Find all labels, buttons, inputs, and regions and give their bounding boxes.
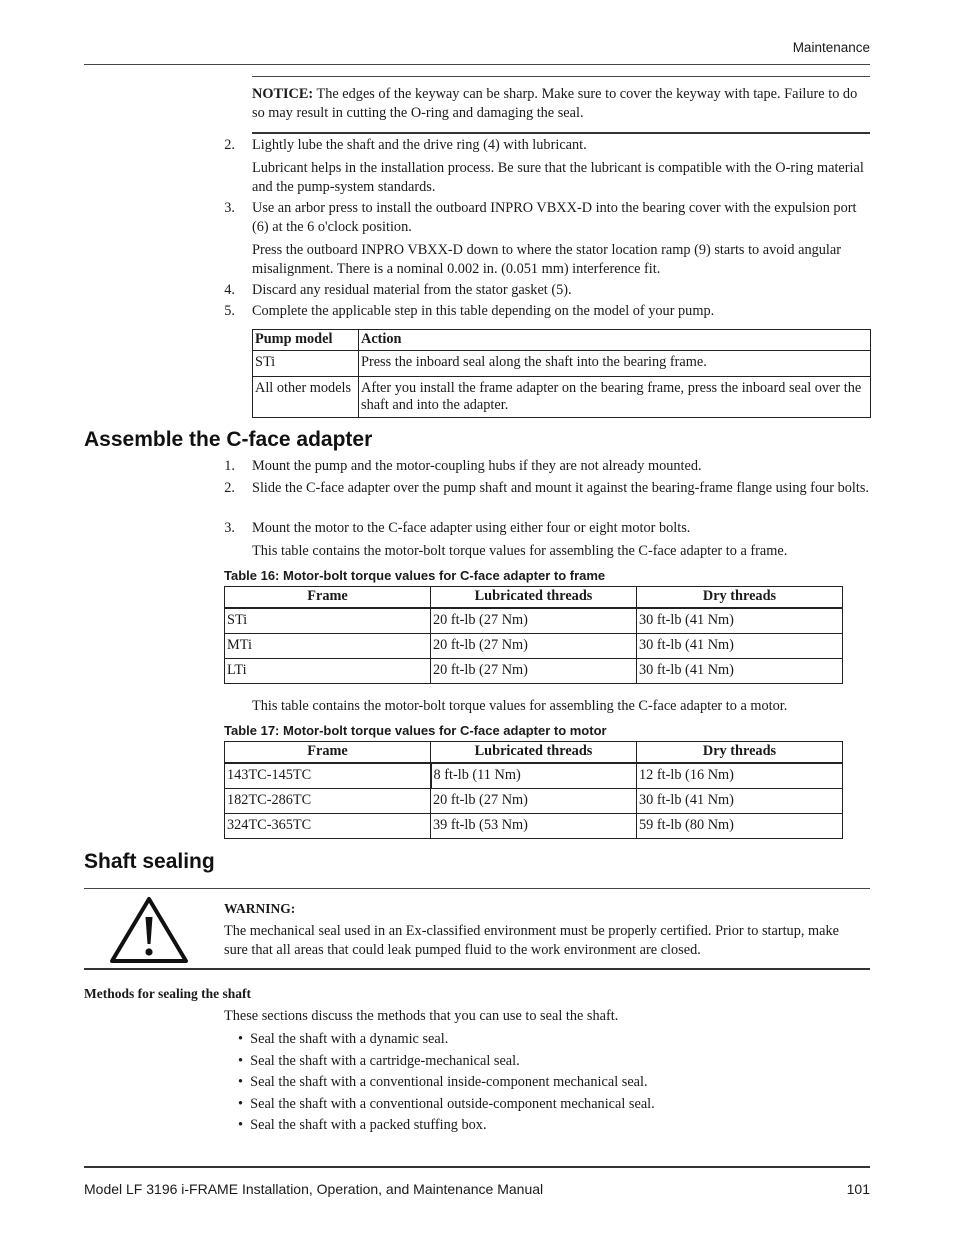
table-cell: 12 ft-lb (16 Nm)	[637, 763, 843, 789]
column-header: Frame	[225, 587, 431, 609]
table-cell: 30 ft-lb (41 Nm)	[637, 608, 843, 634]
section-heading-cface: Assemble the C-face adapter	[84, 428, 373, 451]
list-item: • Seal the shaft with a conventional inside-component mechanical seal.	[238, 1074, 648, 1090]
step-number: 1.	[224, 458, 235, 474]
list-item-text: Seal the shaft with a packed stuffing box.	[250, 1117, 487, 1133]
table-row	[225, 763, 843, 789]
table-cell: 20 ft-lb (27 Nm)	[431, 608, 637, 634]
notice-label: NOTICE:	[252, 86, 314, 102]
table-row	[225, 789, 843, 814]
header-rule	[84, 64, 870, 65]
footer-rule	[84, 1166, 870, 1168]
step-number: 3.	[224, 520, 235, 536]
warning-triangle-icon	[109, 895, 189, 965]
table-caption: Table 16: Motor-bolt torque values for C-face adapter to frame	[224, 568, 606, 583]
table-cell: All other models	[253, 377, 359, 418]
table-cell: 20 ft-lb (27 Nm)	[431, 659, 637, 684]
step-text: Discard any residual material from the stator gasket (5).	[252, 282, 572, 298]
warning-label: WARNING:	[224, 901, 296, 916]
column-header: Frame	[225, 742, 431, 764]
section-heading-shaft: Shaft sealing	[84, 850, 215, 873]
warning-text: The mechanical seal used in an Ex-classified environment must be properly certified. Prior to startup, make sure that all areas that could leak pumped fluid to the work environment are closed.	[224, 923, 839, 958]
methods-intro: These sections discuss the methods that you can use to seal the shaft.	[224, 1008, 619, 1024]
table-row	[253, 377, 871, 418]
page-number: 101	[846, 1181, 870, 1197]
step-text: Complete the applicable step in this table depending on the model of your pump.	[252, 303, 715, 319]
table-cell: 20 ft-lb (27 Nm)	[431, 634, 637, 659]
step-text: Mount the pump and the motor-coupling hubs if they are not already mounted.	[252, 458, 702, 474]
table-cell: 8 ft-lb (11 Nm)	[431, 763, 637, 789]
step-text: Use an arbor press to install the outboard INPRO VBXX-D into the bearing cover with the expulsion port (6) at the 6 o'clock position.	[252, 200, 857, 235]
table-cell: After you install the frame adapter on the bearing frame, press the inboard seal over the shaft and into the adapter.	[359, 377, 871, 418]
subheading-methods: Methods for sealing the shaft	[84, 986, 251, 1001]
list-item: • Seal the shaft with a conventional outside-component mechanical seal.	[238, 1096, 655, 1112]
step-note: Lubricant helps in the installation process. Be sure that the lubricant is compatible with the O-ring material and the pump-system standards.	[252, 160, 864, 195]
list-item-text: Seal the shaft with a cartridge-mechanical seal.	[250, 1053, 520, 1069]
step-text: Lightly lube the shaft and the drive ring (4) with lubricant.	[252, 137, 587, 153]
list-item: • Seal the shaft with a packed stuffing box.	[238, 1117, 487, 1133]
table-cell: 39 ft-lb (53 Nm)	[431, 814, 637, 839]
table-cell: Press the inboard seal along the shaft into the bearing frame.	[359, 351, 871, 377]
torque-table-motor	[224, 741, 843, 839]
table-cell: 30 ft-lb (41 Nm)	[637, 659, 843, 684]
column-header: Pump model	[253, 330, 359, 351]
table-row	[225, 814, 843, 839]
table-cell: 30 ft-lb (41 Nm)	[637, 634, 843, 659]
table-cell: 30 ft-lb (41 Nm)	[637, 789, 843, 814]
step-number: 2.	[224, 137, 235, 153]
table-header-row	[225, 587, 843, 609]
list-item-text: Seal the shaft with a dynamic seal.	[250, 1031, 449, 1047]
list-item: • Seal the shaft with a dynamic seal.	[238, 1031, 449, 1047]
pump-model-table	[252, 329, 871, 418]
table-header-row	[253, 330, 871, 351]
table-cell: 20 ft-lb (27 Nm)	[431, 789, 637, 814]
table-header-row	[225, 742, 843, 764]
footer-title: Model LF 3196 i-FRAME Installation, Operation, and Maintenance Manual	[84, 1181, 544, 1197]
table-cell: 143TC-145TC	[225, 763, 431, 789]
table-cell: 182TC-286TC	[225, 789, 431, 814]
column-header: Dry threads	[637, 742, 843, 764]
table-row	[225, 634, 843, 659]
step-number: 3.	[224, 200, 235, 216]
list-item-text: Seal the shaft with a conventional inside-component mechanical seal.	[250, 1074, 648, 1090]
step-note: Press the outboard INPRO VBXX-D down to where the stator location ramp (9) starts to avoid angular misalignment. There is a nominal 0.002 in. (0.051 mm) interference fit.	[252, 242, 841, 277]
table-row	[225, 608, 843, 634]
column-header: Dry threads	[637, 587, 843, 609]
table-row	[253, 351, 871, 377]
warning-top-rule	[84, 888, 870, 889]
table-intro: This table contains the motor-bolt torque values for assembling the C-face adapter to a motor.	[252, 698, 788, 714]
table-cell: STi	[253, 351, 359, 377]
step-text: Slide the C-face adapter over the pump shaft and mount it against the bearing-frame flange using four bolts.	[252, 480, 869, 496]
table-cell: STi	[225, 608, 431, 634]
table-cell: LTi	[225, 659, 431, 684]
running-header: Maintenance	[792, 40, 870, 55]
step-number: 2.	[224, 480, 235, 496]
notice-bottom-rule	[252, 132, 870, 134]
table-cell: MTi	[225, 634, 431, 659]
table-intro: This table contains the motor-bolt torque values for assembling the C-face adapter to a frame.	[252, 543, 788, 559]
notice-text: The edges of the keyway can be sharp. Make sure to cover the keyway with tape. Failure to do so may result in cutting the O-ring and damaging the seal.	[252, 86, 858, 121]
table-row	[225, 659, 843, 684]
list-item: • Seal the shaft with a cartridge-mechanical seal.	[238, 1053, 520, 1069]
table-caption: Table 17: Motor-bolt torque values for C-face adapter to motor	[224, 723, 607, 738]
list-item-text: Seal the shaft with a conventional outside-component mechanical seal.	[250, 1096, 655, 1112]
column-header: Action	[359, 330, 871, 351]
step-number: 4.	[224, 282, 235, 298]
column-header: Lubricated threads	[431, 587, 637, 609]
table-cell: 324TC-365TC	[225, 814, 431, 839]
notice-top-rule	[252, 76, 870, 77]
column-header: Lubricated threads	[431, 742, 637, 764]
notice-box	[252, 85, 870, 123]
torque-table-frame	[224, 586, 843, 684]
step-text: Mount the motor to the C-face adapter using either four or eight motor bolts.	[252, 520, 691, 536]
table-cell: 59 ft-lb (80 Nm)	[637, 814, 843, 839]
warning-bottom-rule	[84, 968, 870, 970]
step-number: 5.	[224, 303, 235, 319]
